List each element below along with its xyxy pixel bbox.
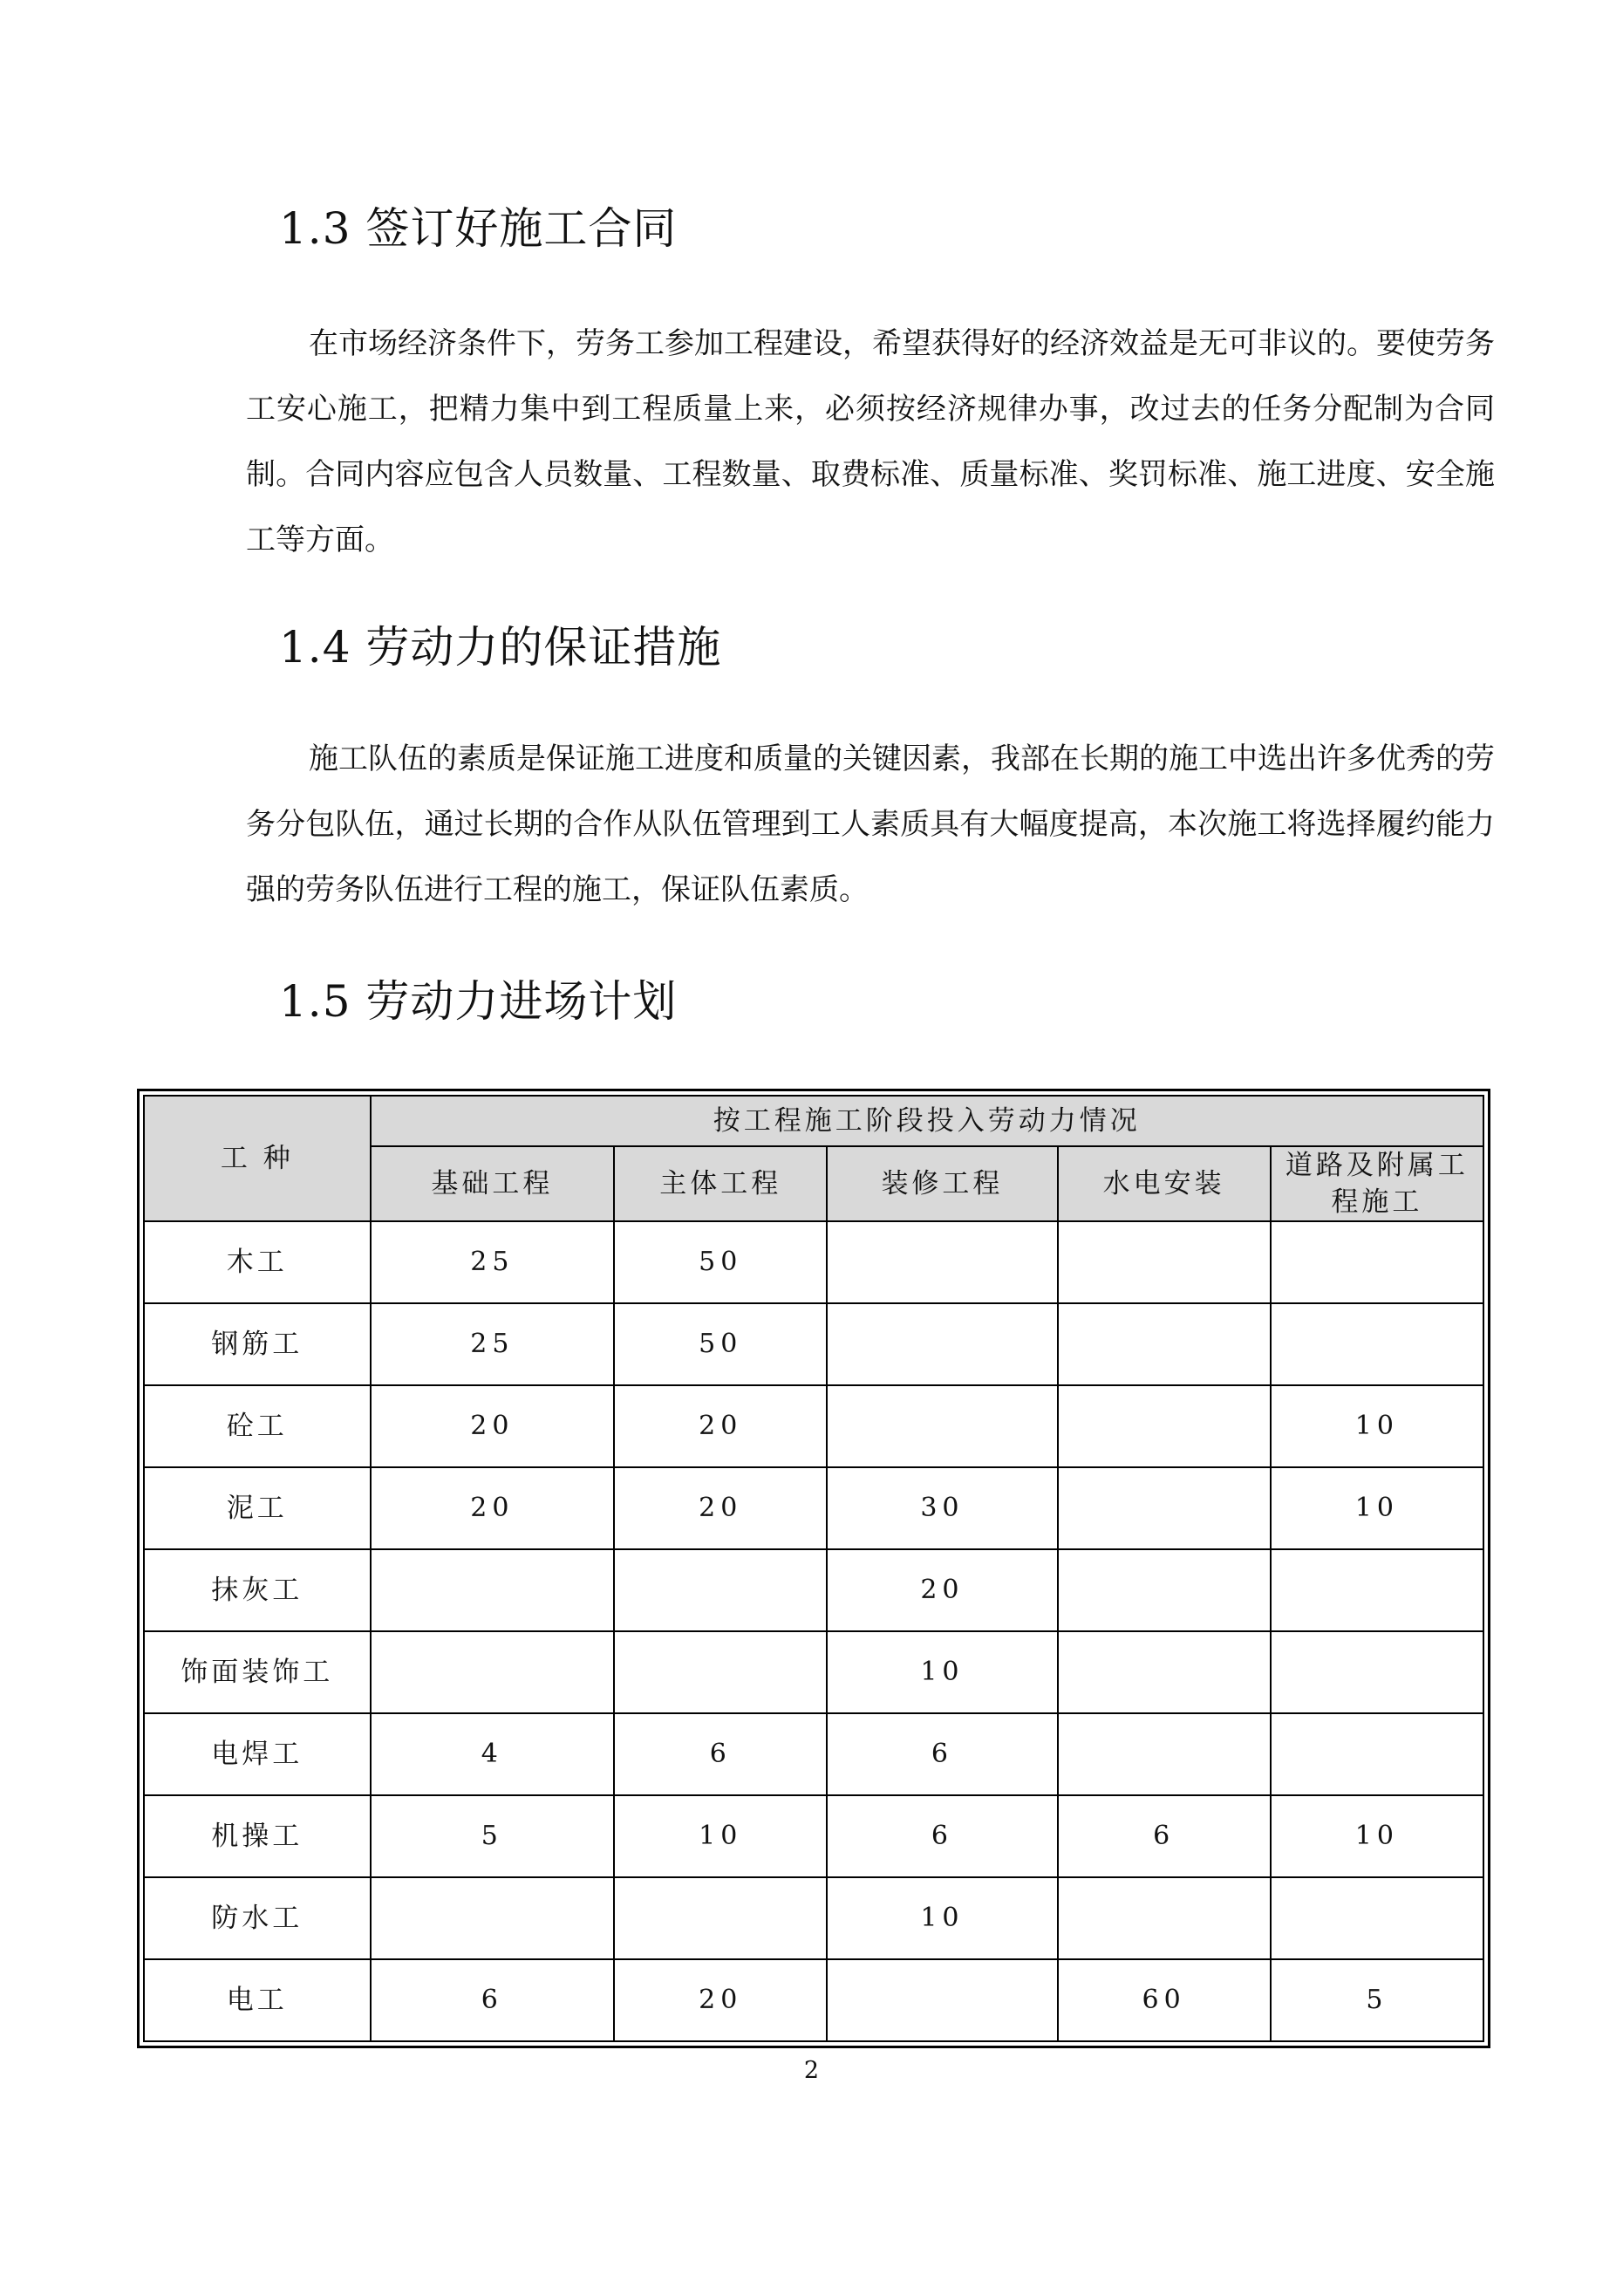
trade-cell: 电工 [144, 1959, 371, 2041]
worker-count-cell [1271, 1631, 1483, 1713]
stage-group-header: 按工程施工阶段投入劳动力情况 [371, 1096, 1483, 1146]
worker-count-cell [827, 1959, 1057, 2041]
table-row [144, 1877, 1483, 1959]
worker-count-cell [371, 1877, 615, 1959]
worker-count-cell: 25 [371, 1221, 615, 1303]
worker-count-cell [371, 1631, 615, 1713]
table-row [144, 1221, 1483, 1303]
worker-count-cell: 10 [827, 1631, 1057, 1713]
worker-count-cell: 50 [614, 1303, 827, 1385]
worker-count-cell [1058, 1549, 1271, 1631]
worker-count-cell [827, 1303, 1057, 1385]
worker-count-cell: 4 [371, 1713, 615, 1795]
worker-count-cell: 20 [371, 1467, 615, 1549]
worker-count-cell [614, 1877, 827, 1959]
labor-plan-table-frame [137, 1089, 1490, 2048]
worker-count-cell [1058, 1713, 1271, 1795]
table-body [144, 1221, 1483, 2041]
trade-cell: 砼工 [144, 1385, 371, 1467]
worker-count-cell: 6 [1058, 1795, 1271, 1877]
stage-header: 水电安装 [1058, 1146, 1271, 1221]
table-header [144, 1096, 1483, 1221]
section-paragraph-1-4: 施工队伍的素质是保证施工进度和质量的关键因素，我部在长期的施工中选出许多优秀的劳务分包队伍，通过长期的合作从队伍管理到工人素质具有大幅度提高，本次施工将选择履约能力强的劳务队伍进行工程的施工，保证队伍素质。 [246, 741, 1495, 907]
table-row [144, 1795, 1483, 1877]
trade-cell: 木工 [144, 1221, 371, 1303]
worker-count-cell: 6 [614, 1713, 827, 1795]
worker-count-cell [1058, 1303, 1271, 1385]
trade-cell: 饰面装饰工 [144, 1631, 371, 1713]
stage-header: 装修工程 [827, 1146, 1057, 1221]
stage-header: 道路及附属工程施工 [1271, 1146, 1483, 1221]
table-row [144, 1385, 1483, 1467]
worker-count-cell: 20 [371, 1385, 615, 1467]
worker-count-cell: 50 [614, 1221, 827, 1303]
worker-count-cell [1058, 1631, 1271, 1713]
section-heading-1-4: 1.4 劳动力的保证措施 [279, 622, 722, 673]
worker-count-cell [827, 1385, 1057, 1467]
trade-cell: 机操工 [144, 1795, 371, 1877]
worker-count-cell [1058, 1467, 1271, 1549]
worker-count-cell: 20 [614, 1385, 827, 1467]
worker-count-cell [1058, 1385, 1271, 1467]
worker-count-cell: 5 [1271, 1959, 1483, 2041]
worker-count-cell: 6 [827, 1713, 1057, 1795]
trade-cell: 防水工 [144, 1877, 371, 1959]
trade-column-header: 工 种 [144, 1096, 371, 1221]
worker-count-cell: 60 [1058, 1959, 1271, 2041]
worker-count-cell: 20 [614, 1959, 827, 2041]
worker-count-cell [1271, 1221, 1483, 1303]
table-row [144, 1959, 1483, 2041]
worker-count-cell: 20 [614, 1467, 827, 1549]
worker-count-cell [1058, 1877, 1271, 1959]
worker-count-cell [614, 1631, 827, 1713]
trade-cell: 钢筋工 [144, 1303, 371, 1385]
worker-count-cell: 6 [827, 1795, 1057, 1877]
worker-count-cell: 5 [371, 1795, 615, 1877]
trade-cell: 泥工 [144, 1467, 371, 1549]
table-row [144, 1713, 1483, 1795]
trade-cell: 抹灰工 [144, 1549, 371, 1631]
worker-count-cell [1271, 1877, 1483, 1959]
worker-count-cell: 6 [371, 1959, 615, 2041]
table-row [144, 1631, 1483, 1713]
worker-count-cell: 10 [1271, 1385, 1483, 1467]
section-paragraph-1-3: 在市场经济条件下，劳务工参加工程建设，希望获得好的经济效益是无可非议的。要使劳务工安心施工，把精力集中到工程质量上来，必须按经济规律办事，改过去的任务分配制为合同制。合同内容应包含人员数量、工程数量、取费标准、质量标准、奖罚标准、施工进度、安全施工等方面。 [246, 326, 1495, 557]
section-heading-1-3: 1.3 签订好施工合同 [279, 203, 678, 254]
table-row [144, 1467, 1483, 1549]
worker-count-cell [1271, 1303, 1483, 1385]
table-row [144, 1303, 1483, 1385]
labor-plan-table [143, 1095, 1484, 2042]
worker-count-cell: 25 [371, 1303, 615, 1385]
worker-count-cell [1271, 1549, 1483, 1631]
page-number: 2 [803, 2057, 820, 2084]
section-heading-1-5: 1.5 劳动力进场计划 [279, 976, 678, 1027]
worker-count-cell [371, 1549, 615, 1631]
worker-count-cell [1271, 1713, 1483, 1795]
worker-count-cell [1058, 1221, 1271, 1303]
stage-header: 主体工程 [614, 1146, 827, 1221]
worker-count-cell: 10 [827, 1877, 1057, 1959]
worker-count-cell: 10 [1271, 1795, 1483, 1877]
trade-cell: 电焊工 [144, 1713, 371, 1795]
worker-count-cell: 30 [827, 1467, 1057, 1549]
stage-header: 基础工程 [371, 1146, 615, 1221]
worker-count-cell: 10 [614, 1795, 827, 1877]
worker-count-cell: 10 [1271, 1467, 1483, 1549]
worker-count-cell [614, 1549, 827, 1631]
worker-count-cell [827, 1221, 1057, 1303]
table-row [144, 1549, 1483, 1631]
worker-count-cell: 20 [827, 1549, 1057, 1631]
